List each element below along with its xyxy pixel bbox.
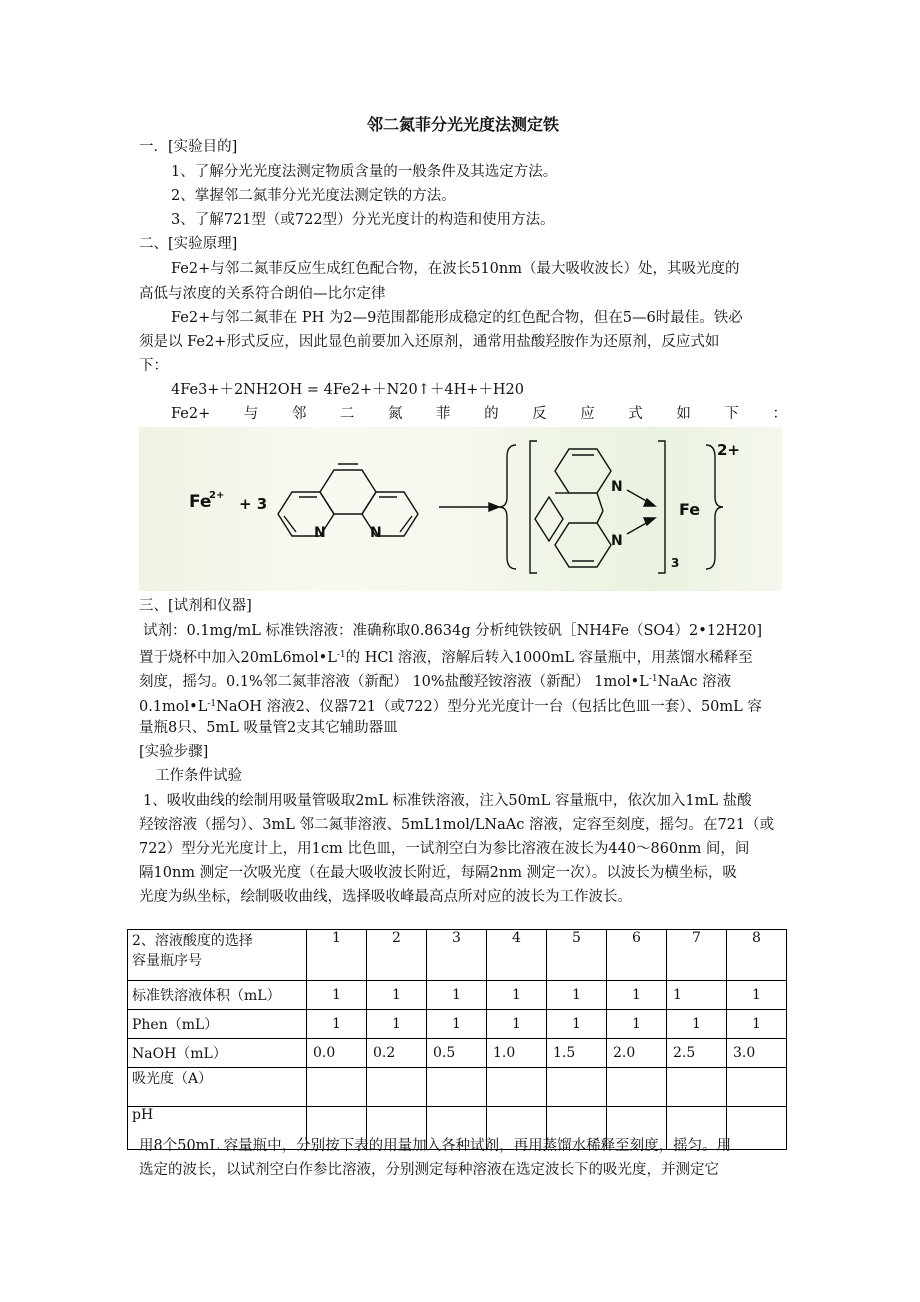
caption-word: 与 [243,406,259,422]
table-cell: 1 [547,1010,607,1039]
reduction-equation: 4Fe3+＋2NH2OH = 4Fe2+＋N20↑＋4H+＋H20 [171,382,524,398]
table-row [128,981,787,1010]
nitrogen-atom: N [611,533,623,549]
reagents-text [139,645,753,668]
reagents-text: 试剂：0.1mg/mL 标准铁溶液：准确称取0.8634g 分析纯铁铵矾［NH4Fe（SO4）2•12H20] [143,623,763,639]
procedure-text: 光度为纵坐标，绘制吸收曲线，选择吸收峰最高点所对应的波长为工作波长。 [139,889,632,905]
table-cell: 1 [307,1010,367,1039]
table-cell: 3.0 [727,1039,787,1068]
nitrogen-atom: N [314,525,326,541]
phenanthroline-molecule [278,464,418,536]
table-cell [667,1068,727,1107]
table-cell: 3 [427,930,487,981]
phenanthroline-ligand [535,449,611,567]
document-title: 邻二氮菲分光光度法测定铁 [366,115,559,134]
table-cell: 6 [607,930,667,981]
nitrogen-atom: N [370,525,382,541]
procedure-text: 用8个50mL 容量瓶中，分别按下表的用量加入各种试剂，再用蒸馏水稀释至刻度，摇匀。用 [139,1138,732,1154]
table-cell: 1 [667,981,727,1010]
table-cell: 1.5 [547,1039,607,1068]
text-run: 的 HCl 溶液，溶解后转入1000mL 容量瓶中，用蒸馏水稀释至 [345,650,753,666]
table-cell: 1 [727,981,787,1010]
acidity-table [127,929,787,1150]
table-cell: 2.5 [667,1039,727,1068]
caption-word: ： [772,406,787,422]
table-cell: 7 [667,930,727,981]
caption-word: 邻 [291,406,307,422]
table-cell: 1 [667,1010,727,1039]
table-cell [367,1068,427,1107]
row-label: 吸光度（A） [128,1068,307,1107]
row-label: Phen（mL） [128,1010,307,1039]
table-header-row [128,930,787,981]
ligand-count: 3 [671,556,680,570]
row-label: 标准铁溶液体积（mL） [128,981,307,1010]
fe-ion-charge: 2+ [209,490,225,501]
caption-word: 如 [676,406,691,422]
caption-word: 二 [339,406,355,422]
fe-center-label: Fe [679,500,701,519]
header-text: 2、溶液酸度的选择 [132,933,253,949]
fe-ion-label: Fe [189,492,212,512]
table-row [128,1010,787,1039]
reaction-diagram [139,427,782,591]
table-cell [487,1068,547,1107]
reagents-text [139,694,762,717]
table-cell: 1 [547,981,607,1010]
nitrogen-atom: N [611,479,623,495]
table-cell: 1 [727,1010,787,1039]
table-cell: 0.0 [307,1039,367,1068]
principle-text: 下： [139,358,168,374]
table-cell [128,930,307,981]
caption-word: Fe2+ [171,406,211,422]
table-cell: 0.5 [427,1039,487,1068]
text-run: 刻度，摇匀。0.1%邻二氮菲溶液（新配） 10%盐酸羟铵溶液（新配） 1mol•L [139,674,649,690]
table-cell: 1 [487,1010,547,1039]
complex-charge: 2+ [717,441,741,459]
table-cell [607,1068,667,1107]
principle-text: 高低与浓度的关系符合朗伯—比尔定律 [139,286,386,302]
principle-text: Fe2+与邻二氮菲反应生成红色配合物，在波长510nm（最大吸收波长）处，其吸光度的 [171,261,740,277]
procedure-text: 722）型分光光度计上，用1cm 比色皿，一试剂空白为参比溶液在波长为440～860nm 间，间 [139,841,750,857]
row-label: pH [128,1107,307,1150]
header-text: 容量瓶序号 [132,953,202,969]
row-label: NaOH（mL） [128,1039,307,1068]
caption-word: 应 [580,406,595,422]
reagents-text: 量瓶8只、5mL 吸量管2支其它辅助器皿 [139,720,398,736]
table-cell: 1 [487,981,547,1010]
objective-item: 2、掌握邻二氮菲分光光度法测定铁的方法。 [171,188,456,204]
caption-word: 下 [724,406,739,422]
caption-word: 反 [532,406,547,422]
objective-item: 1、了解分光光度法测定物质含量的一般条件及其选定方法。 [171,164,558,180]
section-4-heading: [实验步骤] [139,744,209,760]
table-cell: 1 [367,1010,427,1039]
table-row [128,1068,787,1107]
reaction-caption [171,404,787,424]
table-cell [727,1107,787,1150]
caption-word: 菲 [436,406,451,422]
table-cell: 1 [307,981,367,1010]
table-cell [727,1068,787,1107]
reagents-text [139,669,731,692]
text-run: 置于烧杯中加入20mL6mol•L [139,650,337,666]
table-cell: 1 [607,1010,667,1039]
principle-text: 须是以 Fe2+形式反应，因此显色前要加入还原剂，通常用盐酸羟胺作为还原剂，反应式如 [139,334,720,350]
subheading: 工作条件试验 [155,768,242,784]
superscript: -1 [336,650,346,660]
procedure-text: 羟铵溶液（摇匀）、3mL 邻二氮菲溶液、5mL1mol/LNaAc 溶液，定容至刻度，摇匀。在721（或 [139,817,775,833]
table-cell [547,1068,607,1107]
section-3-heading: 三、[试剂和仪器] [139,598,252,614]
table-row [128,1039,787,1068]
table-cell: 1 [607,981,667,1010]
section-1-heading: 一．[实验目的] [139,139,238,155]
caption-word: 式 [628,406,643,422]
table-cell [307,1068,367,1107]
table-cell: 1 [427,1010,487,1039]
objective-item: 3、了解721型（或722型）分光光度计的构造和使用方法。 [171,212,555,228]
table-cell: 4 [487,930,547,981]
table-cell [427,1068,487,1107]
table-cell: 1.0 [487,1039,547,1068]
superscript: -1 [648,674,658,684]
table-cell: 2 [367,930,427,981]
procedure-text: 隔10nm 测定一次吸光度（在最大吸收波长附近，每隔2nm 测定一次）。以波长为横坐标，吸 [139,865,737,881]
stoichiometry: + 3 [239,495,268,513]
table-cell: 8 [727,930,787,981]
text-run: 0.1mol•L [139,699,208,715]
table-cell: 1 [427,981,487,1010]
caption-word: 氮 [387,406,403,422]
superscript: -1 [207,699,217,709]
table-cell: 0.2 [367,1039,427,1068]
caption-word: 的 [484,406,499,422]
table-cell: 5 [547,930,607,981]
table-cell: 2.0 [607,1039,667,1068]
procedure-text: 1、吸收曲线的绘制用吸量管吸取2mL 标准铁溶液，注入50mL 容量瓶中，依次加入1mL 盐酸 [143,793,752,809]
text-run: NaOH 溶液2、仪器721（或722）型分光光度计一台（包括比色皿一套）、50mL 容 [216,699,762,715]
table-cell: 1 [367,981,427,1010]
table-cell: 1 [307,930,367,981]
principle-text: Fe2+与邻二氮菲在 PH 为2—9范围都能形成稳定的红色配合物，但在5—6时最佳。铁必 [171,310,743,326]
procedure-text: 选定的波长，以试剂空白作参比溶液，分别测定每种溶液在选定波长下的吸光度，并测定它 [139,1162,719,1178]
reaction-figure [139,427,782,591]
text-run: NaAc 溶液 [657,674,732,690]
section-2-heading: 二、[实验原理] [139,236,238,252]
